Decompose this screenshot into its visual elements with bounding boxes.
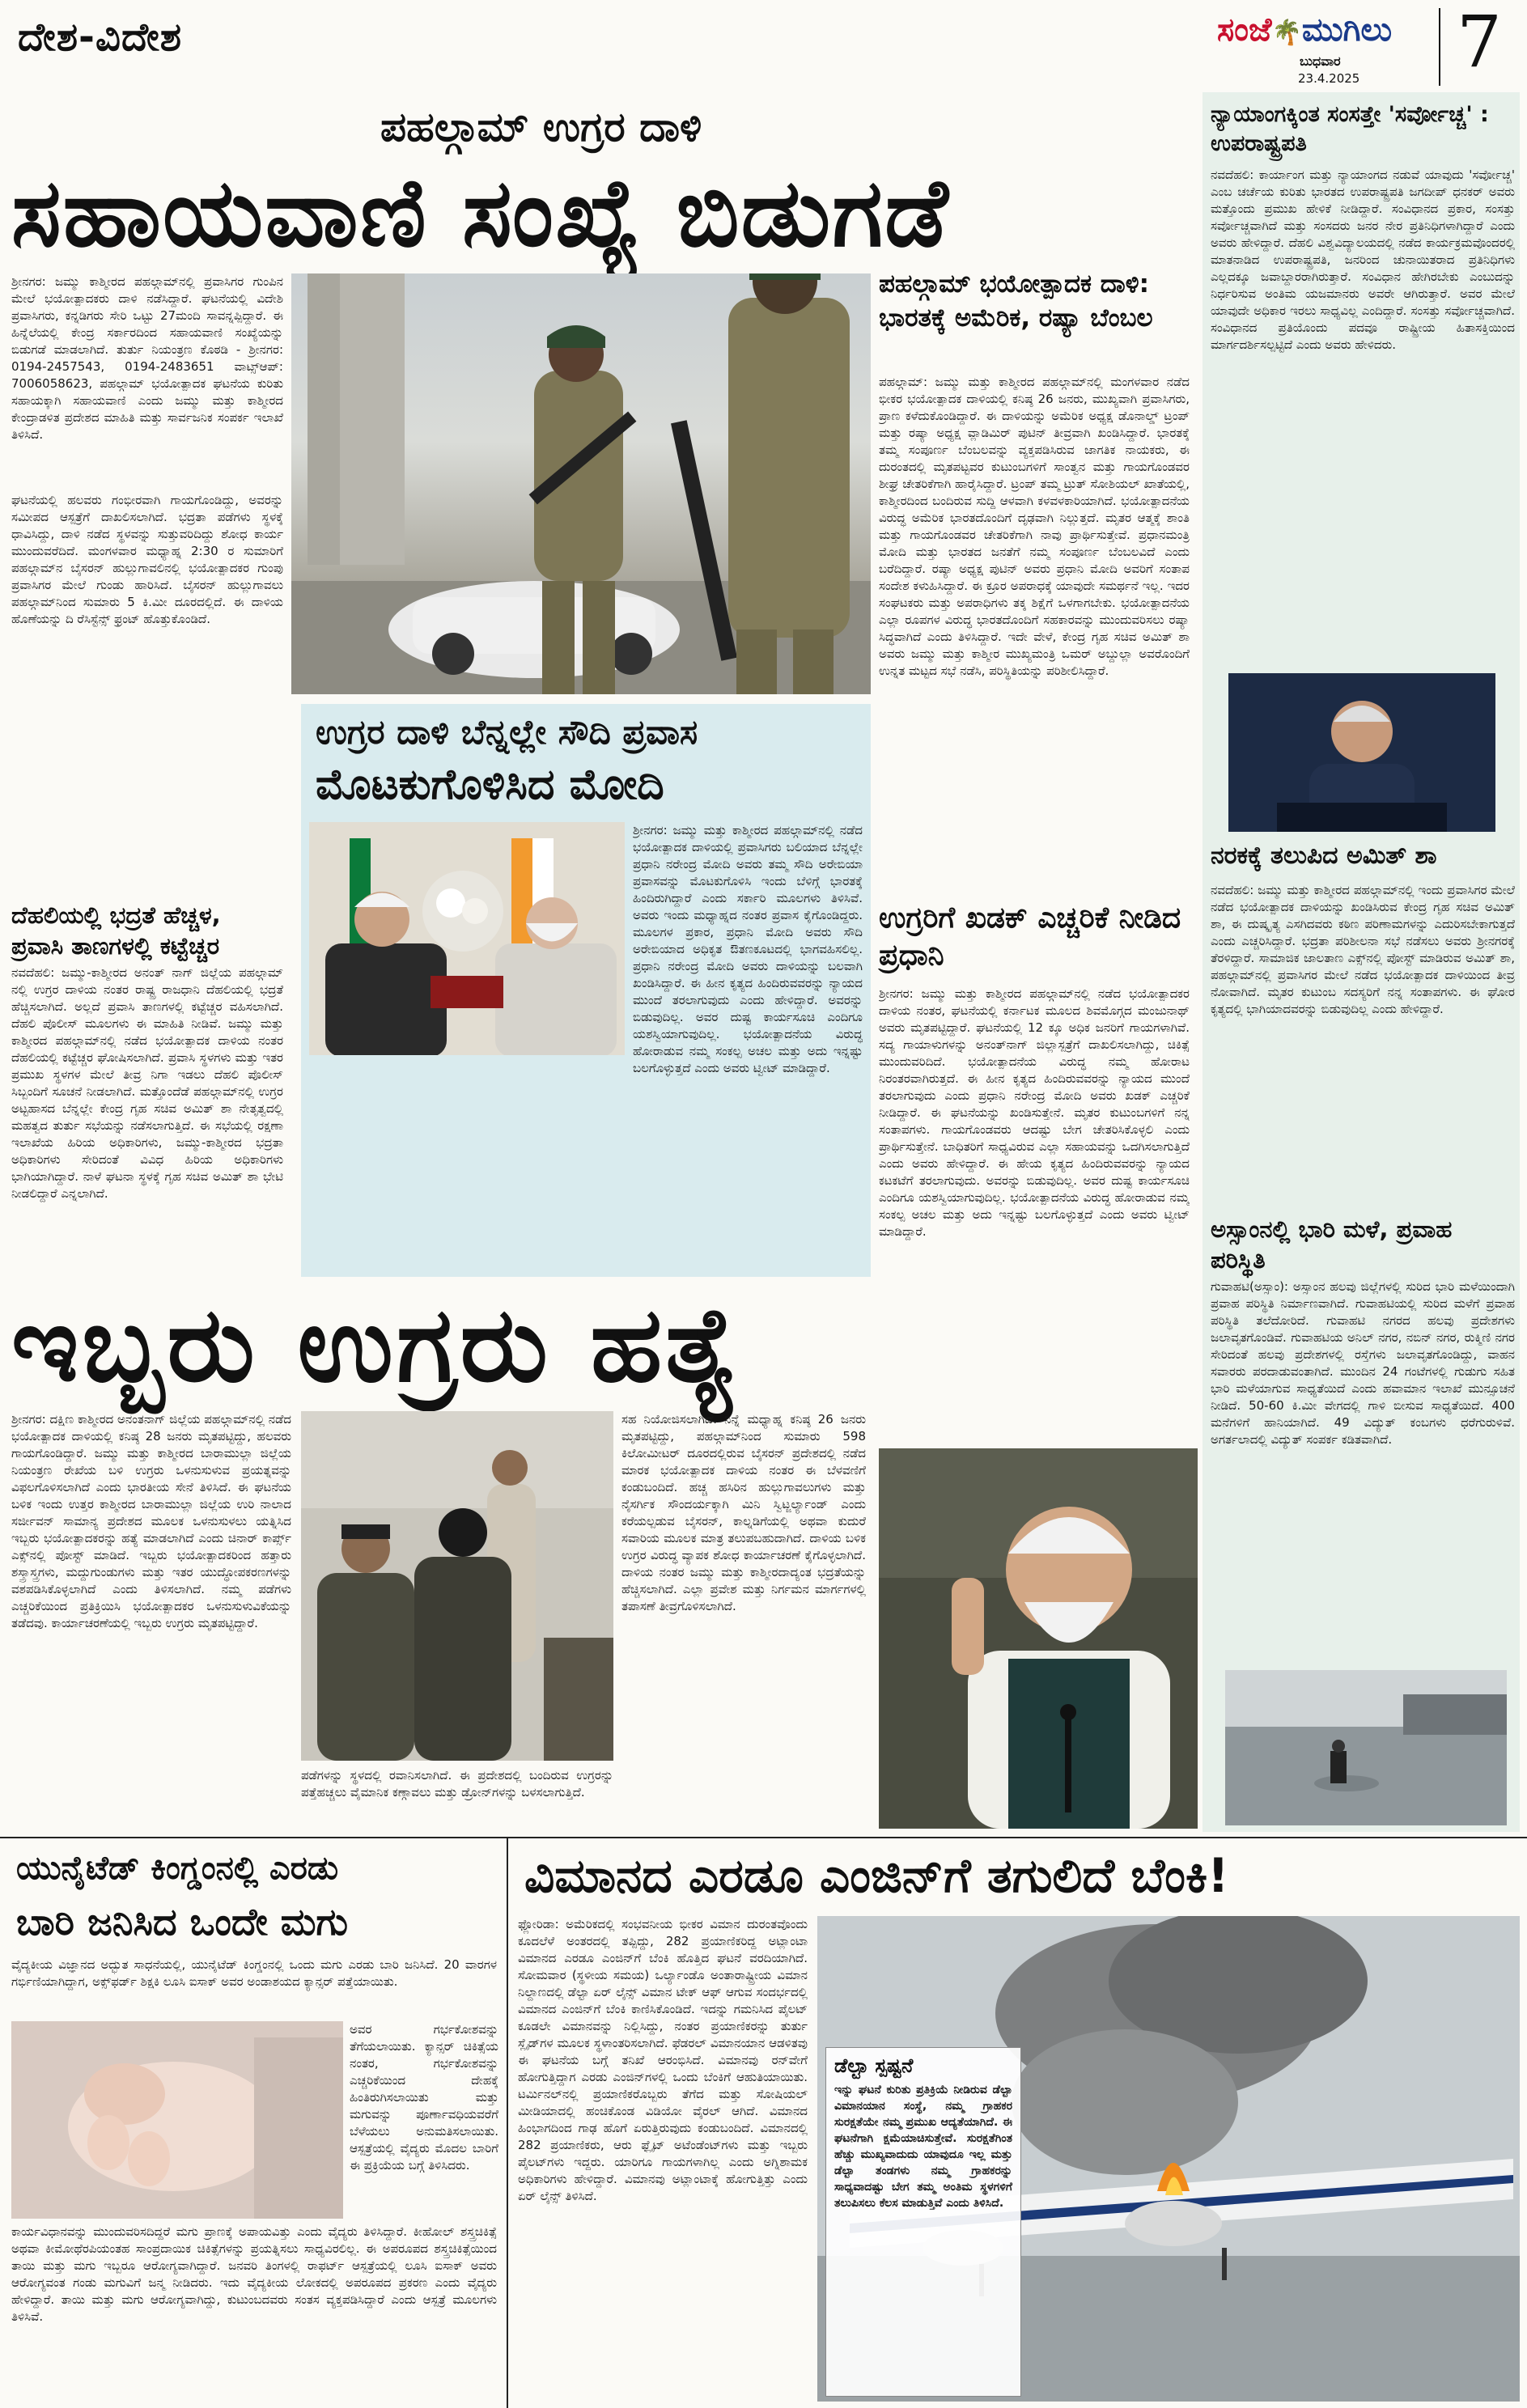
modi-saudi-photo: [309, 822, 625, 1055]
flood-photo: [1225, 1670, 1507, 1825]
us-russia-headline: ಪಹಲ್ಗಾಮ್ ಭಯೋತ್ಪಾದಕ ದಾಳಿ: ಭಾರತಕ್ಕೆ ಅಮೆರಿಕ, ರಷ್ಯಾ ಬೆಂಬಲ: [879, 269, 1153, 333]
warning-headline: ಉಗ್ರರಿಗೆ ಖಡಕ್ ಎಚ್ಚರಿಕೆ ನೀಡಿದ ಪ್ರಧಾನಿ: [879, 901, 1181, 972]
saudi-headline-2: ಮೊಟಕುಗೊಳಿಸಿದ ಮೋದಿ: [316, 761, 664, 809]
brand-logo: ಸಂಜೆ🌴ಮುಗಿಲು: [1217, 11, 1393, 49]
vp-headline: ನ್ಯಾಯಾಂಗಕ್ಕಿಂತ ಸಂಸತ್ತೇ 'ಸರ್ವೋಚ್ಚ' : ಉಪರಾಷ್ಟ್ರಪತಿ: [1211, 102, 1489, 156]
issue-day: ಬುಧವಾರ: [1300, 53, 1341, 69]
soldiers-photo: [291, 273, 871, 694]
sub1-body: ನವದೆಹಲಿ: ಜಮ್ಮು-ಕಾಶ್ಮೀರದ ಅನಂತ್ ನಾಗ್ ಜಿಲ್ಲೆಯ ಪಹಲ್ಗಾಮ್ ನಲ್ಲಿ ಉಗ್ರರ ದಾಳಿಯ ನಂತರ ರಾಷ್ಟ್ರ ರಾಜಧಾನಿ ದೆಹಲಿಯಲ್ಲಿ ಭದ್ರತೆ ಹೆಚ್ಚಿಸಲಾಗಿದೆ. ಅಲ್ಲದೆ ಪ್ರವಾಸಿ ತಾಣಗಳಲ್ಲಿ ಕಟ್ಟೆಚ್ಚರ ವಹಿಸಲಾಗಿದೆ. ದೆಹಲಿ ಪೊಲೀಸ್ ಮೂಲಗಳು ಈ ಮಾಹಿತಿ ನೀಡಿವೆ. ಜಮ್ಮು ಮತ್ತು ಕಾಶ್ಮೀರದ ಪಹಲ್ಗಾಮ್‌ನಲ್ಲಿ ನಡೆದ ಭಯೋತ್ಪಾದಕ ದಾಳಿಯ ನಂತರ ದೆಹಲಿಯಲ್ಲಿ ಕಟ್ಟೆಚ್ಚರ ಘೋಷಿಸಲಾಗಿದೆ. ಪ್ರವಾಸಿ ಸ್ಥಳಗಳು ಮತ್ತು ಇತರ ಪ್ರಮುಖ ಸ್ಥಳಗಳ ಮೇಲೆ ತೀವ್ರ ನಿಗಾ ಇಡಲು ದೆಹಲಿ ಪೊಲೀಸ್ ಸಿಬ್ಬಂದಿಗೆ ಸೂಚನೆ ನೀಡಲಾಗಿದೆ. ಮತ್ತೊಂದೆಡೆ ಪಹಲ್ಗಾಮ್‌ನಲ್ಲಿ ಉಗ್ರರ ಅಟ್ಟಹಾಸದ ಬೆನ್ನಲ್ಲೇ ಕೇಂದ್ರ ಗೃಹ ಸಚಿವ ಅಮಿತ್ ಶಾ ನೇತೃತ್ವದಲ್ಲಿ ಮಹತ್ವದ ತುರ್ತು ಸಭೆಯನ್ನು ನಡೆಸಲಾಗುತ್ತಿದೆ. ಈ ಸಭೆಯಲ್ಲಿ ರಕ್ಷಣಾ ಇಲಾಖೆಯ ಹಿರಿಯ ಅಧಿಕಾರಿಗಳು, ಜಮ್ಮು-ಕಾಶ್ಮೀರದ ಭದ್ರತಾ ಅಧಿಕಾರಿಗಳು ಸೇರಿದಂತೆ ವಿವಿಧ ಹಿರಿಯ ಅಧಿಕಾರಿಗಳು ಭಾಗಿಯಾಗಿದ್ದಾರೆ. ನಾಳೆ ಘಟನಾ ಸ್ಥಳಕ್ಕೆ ಗೃಹ ಸಚಿವ ಅಮಿತ್ ಶಾ ಭೇಟಿ ನೀಡಲಿದ್ದಾರೆ ಎನ್ನಲಾಗಿದೆ.: [11, 965, 283, 1201]
uk-headline-1: ಯುನೈಟೆಡ್ ಕಿಂಗ್ಡಂನಲ್ಲಿ ಎರಡು: [16, 1850, 339, 1887]
palm-tree-icon: 🌴: [1271, 19, 1302, 47]
section-title: ದೇಶ-ವಿದೇಶ: [18, 15, 182, 60]
flood-illustration: [1225, 1670, 1507, 1825]
lead-kicker: ಪಹಲ್ಗಾಮ್ ಉಗ್ರರ ದಾಳಿ: [380, 104, 702, 150]
handshake-illustration: [309, 822, 625, 1055]
vp-photo: [1228, 673, 1495, 832]
amitshah-body: ನವದೆಹಲಿ: ಜಮ್ಮು ಮತ್ತು ಕಾಶ್ಮೀರದ ಪಹಲ್ಗಾಮ್‌ನಲ್ಲಿ ಇಂದು ಪ್ರವಾಸಿಗರ ಮೇಲೆ ನಡೆದ ಭಯೋತ್ಪಾದಕ ದಾಳಿಯನ್ನು ಖಂಡಿಸಿರುವ ಕೇಂದ್ರ ಗೃಹ ಸಚಿವ ಅಮಿತ್ ಶಾ, ಈ ದುಷ್ಕೃತ್ಯ ಎಸಗಿದವರು ಕಠಿಣ ಪರಿಣಾಮಗಳನ್ನು ಎದುರಿಸಬೇಕಾಗುತ್ತದೆ ಎಂದು ಎಚ್ಚರಿಸಿದ್ದಾರೆ. ಭದ್ರತಾ ಪರಿಶೀಲನಾ ಸಭೆ ನಡೆಸಲು ಅವರು ಶ್ರೀನಗರಕ್ಕೆ ತೆರಳಿದ್ದಾರೆ. ಸಾಮಾಜಿಕ ಜಾಲತಾಣ ಎಕ್ಸ್‌ನಲ್ಲಿ ಪೋಸ್ಟ್ ಮಾಡಿರುವ ಅಮಿತ್ ಶಾ, ಪಹಲ್ಗಾಮ್‌ನಲ್ಲಿ ಪ್ರವಾಸಿಗರ ಮೇಲೆ ನಡೆದ ಭಯೋತ್ಪಾದಕ ದಾಳಿಯಿಂದ ತೀವ್ರ ನೋವಾಗಿದೆ. ಮೃತರ ಕುಟುಂಬ ಸದಸ್ಯರಿಗೆ ನನ್ನ ಸಂತಾಪಗಳು. ಈ ಘೋರ ಕೃತ್ಯದಲ್ಲಿ ಭಾಗಿಯಾದವರನ್ನು ಬಿಡುವುದಿಲ್ಲ ಎಂದು ಹೇಳಿದ್ದಾರೆ.: [1211, 883, 1515, 1016]
baby-photo: [11, 2021, 343, 2219]
delta-statement-title: ಡೆಲ್ಟಾ ಸ್ಪಷ್ಟನೆ: [834, 2054, 914, 2077]
amitshah-headline: ನರಕಕ್ಕೆ ತಲುಪಿದ ಅಮಿತ್ ಶಾ: [1211, 842, 1437, 870]
plane-headline: ವಿಮಾನದ ಎರಡೂ ಎಂಜಿನ್‌ಗೆ ತಗುಲಿದೆ ಬೆಂಕಿ!: [524, 1848, 1229, 1903]
page-number: 7: [1457, 0, 1502, 83]
assam-headline: ಅಸ್ಸಾಂನಲ್ಲಿ ಭಾರಿ ಮಳೆ, ಪ್ರವಾಹ ಪರಿಸ್ಥಿತಿ: [1211, 1215, 1453, 1274]
uk-headline-2: ಬಾರಿ ಜನಿಸಿದ ಒಂದೇ ಮಗು: [16, 1900, 348, 1944]
sub1-headline: ದೆಹಲಿಯಲ್ಲಿ ಭದ್ರತೆ ಹೆಚ್ಚಳ, ಪ್ರವಾಸಿ ತಾಣಗಳಲ್ಲಿ ಕಟ್ಟೆಚ್ಚರ: [11, 901, 221, 960]
lead-body-2: ಘಟನೆಯಲ್ಲಿ ಹಲವರು ಗಂಭೀರವಾಗಿ ಗಾಯಗೊಂಡಿದ್ದು, ಅವರನ್ನು ಸಮೀಪದ ಆಸ್ಪತ್ರೆಗೆ ದಾಖಲಿಸಲಾಗಿದೆ. ಭದ್ರತಾ ಪಡೆಗಳು ಸ್ಥಳಕ್ಕೆ ಧಾವಿಸಿದ್ದು, ದಾಳಿ ನಡೆದ ಸ್ಥಳವನ್ನು ಸುತ್ತುವರಿದಿದ್ದು ಶೋಧ ಕಾರ್ಯ ಮುಂದುವರೆದಿದೆ. ಮಂಗಳವಾರ ಮಧ್ಯಾಹ್ನ 2:30 ರ ಸುಮಾರಿಗೆ ಪಹಲ್ಗಾಮ್‌ನ ಬೈಸರನ್ ಹುಲ್ಲುಗಾವಲಿನಲ್ಲಿ ಭಯೋತ್ಪಾದಕರ ಗುಂಪು ಪ್ರವಾಸಿಗರ ಮೇಲೆ ಗುಂಡು ಹಾರಿಸಿದೆ. ಬೈಸರನ್ ಹುಲ್ಲುಗಾವಲು ಪಹಲ್ಗಾಮ್‌ನಿಂದ ಸುಮಾರು 5 ಕಿ.ಮೀ ದೂರದಲ್ಲಿದೆ. ಈ ದಾಳಿಯ ಹೊಣೆಯನ್ನು ದಿ ರೆಸಿಸ್ಟೆನ್ಸ್ ಫ್ರಂಟ್ ಹೊತ್ತುಕೊಂಡಿದೆ.: [11, 493, 283, 626]
plane-col1: ಫ್ಲೋರಿಡಾ: ಅಮೆರಿಕದಲ್ಲಿ ಸಂಭವನೀಯ ಭೀಕರ ವಿಮಾನ ದುರಂತವೊಂದು ಕೂದಲೆಳೆ ಅಂತರದಲ್ಲಿ ತಪ್ಪಿದ್ದು, 282 ಪ್ರಯಾಣಿಕರಿದ್ದ ಅಟ್ಲಾಂಟಾ ವಿಮಾನದ ಎರಡೂ ಎಂಜಿನ್‌ಗೆ ಬೆಂಕಿ ಹೊತ್ತಿದ ಘಟನೆ ವರದಿಯಾಗಿದೆ. ಸೋಮವಾರ (ಸ್ಥಳೀಯ ಸಮಯ) ಒರ್ಲ್ಯಾಂಡೊ ಅಂತಾರಾಷ್ಟ್ರೀಯ ವಿಮಾನ ನಿಲ್ದಾಣದಲ್ಲಿ ಡೆಲ್ಟಾ ಏರ್ ಲೈನ್ಸ್ ವಿಮಾನ ಟೇಕ್ ಆಫ್ ಆಗುವ ಸಂದರ್ಭದಲ್ಲಿ ವಿಮಾನದ ಎಂಜಿನ್‌ಗೆ ಬೆಂಕಿ ಕಾಣಿಸಿಕೊಂಡಿದೆ. ಇದನ್ನು ಗಮನಿಸಿದ ಪೈಲಟ್ ಕೂಡಲೇ ವಿಮಾನವನ್ನು ನಿಲ್ಲಿಸಿದ್ದು, ನಂತರ ಪ್ರಯಾಣಿಕರನ್ನು ತುರ್ತು ಸ್ಲೈಡ್‌ಗಳ ಮೂಲಕ ಸ್ಥಳಾಂತರಿಸಲಾಗಿದೆ. ಫೆಡರಲ್ ವಿಮಾನಯಾನ ಆಡಳಿತವು ಈ ಘಟನೆಯ ಬಗ್ಗೆ ತನಿಖೆ ಆರಂಭಿಸಿದೆ. ವಿಮಾನವು ರನ್‌ವೇಗೆ ಹೋಗುತ್ತಿದ್ದಾಗ ಎರಡು ಎಂಜಿನ್‌ಗಳಲ್ಲಿ ಒಂದು ಬೆಂಕಿಗೆ ಆಹುತಿಯಾಯಿತು. ಟರ್ಮಿನಲ್‌ನಲ್ಲಿ ಪ್ರಯಾಣಿಕರೊಬ್ಬರು ತೆಗೆದ ಮತ್ತು ಸೋಷಿಯಲ್ ಮೀಡಿಯಾದಲ್ಲಿ ಹಂಚಿಕೊಂಡ ವಿಡಿಯೋ ವೈರಲ್ ಆಗಿದೆ. ವಿಮಾನದ ಹಿಂಭಾಗದಿಂದ ಗಾಢ ಹೊಗೆ ಏರುತ್ತಿರುವುದು ಕಂಡುಬಂದಿದೆ. ವಿಮಾನದಲ್ಲಿ 282 ಪ್ರಯಾಣಿಕರು, ಆರು ಫ್ಲೈಟ್ ಅಟೆಂಡೆಂಟ್‌ಗಳು ಮತ್ತು ಇಬ್ಬರು ಪೈಲಟ್‌ಗಳು ಇದ್ದರು. ಯಾರಿಗೂ ಗಾಯಗಳಾಗಿಲ್ಲ ಎಂದು ಅಗ್ನಿಶಾಮಕ ಅಧಿಕಾರಿಗಳು ಹೇಳಿದ್ದಾರೆ. ವಿಮಾನವು ಅಟ್ಲಾಂಟಾಕ್ಕೆ ಹೋಗುತ್ತಿತ್ತು ಎಂದು ಏರ್ ಲೈನ್ಸ್ ತಿಳಿಸಿದೆ.: [518, 1917, 808, 2203]
uk-side: ಅವರ ಗರ್ಭಕೋಶವನ್ನು ತೆಗೆಯಲಾಯಿತು. ಕ್ಯಾನ್ಸರ್ ಚಿಕಿತ್ಸೆಯ ನಂತರ, ಗರ್ಭಕೋಶವನ್ನು ಎಚ್ಚರಿಕೆಯಿಂದ ದೇಹಕ್ಕೆ ಹಿಂತಿರುಗಿಸಲಾಯಿತು ಮತ್ತು ಮಗುವನ್ನು ಪೂರ್ಣಾವಧಿಯವರೆಗೆ ಬೆಳೆಯಲು ಅನುಮತಿಸಲಾಯಿತು. ಆಸ್ಪತ್ರೆಯಲ್ಲಿ ವೈದ್ಯರು ಮೊದಲ ಬಾರಿಗೆ ಈ ಪ್ರಕ್ರಿಯೆಯ ಬಗ್ಗೆ ತಿಳಿಸಿದರು.: [350, 2022, 498, 2173]
security-forces-photo: [301, 1411, 613, 1761]
killed-col1: ಶ್ರೀನಗರ: ದಕ್ಷಿಣ ಕಾಶ್ಮೀರದ ಅನಂತನಾಗ್ ಜಿಲ್ಲೆಯ ಪಹಲ್ಗಾಮ್‌ನಲ್ಲಿ ನಡೆದ ಭಯೋತ್ಪಾದಕ ದಾಳಿಯಲ್ಲಿ ಕನಿಷ್ಠ 28 ಜನರು ಮೃತಪಟ್ಟಿದ್ದು, ಹಲವರು ಗಾಯಗೊಂಡಿದ್ದಾರೆ. ಜಮ್ಮು ಮತ್ತು ಕಾಶ್ಮೀರದ ಬಾರಾಮುಲ್ಲಾ ಜಿಲ್ಲೆಯ ನಿಯಂತ್ರಣ ರೇಖೆಯ ಬಳಿ ಉಗ್ರರು ಒಳನುಸುಳುವ ಪ್ರಯತ್ನವನ್ನು ವಿಫಲಗೊಳಿಸಲಾಗಿದೆ ಎಂದು ಭಾರತೀಯ ಸೇನೆ ತಿಳಿಸಿದೆ. ಈ ಘಟನೆಯ ಬಳಿಕ ಇಂದು ಉತ್ತರ ಕಾಶ್ಮೀರದ ಬಾರಾಮುಲ್ಲಾ ಜಿಲ್ಲೆಯ ಉರಿ ನಾಲಾದ ಸರ್ಜೀವನ್ ಸಾಮಾನ್ಯ ಪ್ರದೇಶದ ಮೂಲಕ ಒಳನುಸುಳಲು ಯತ್ನಿಸಿದ ಇಬ್ಬರು ಭಯೋತ್ಪಾದಕರನ್ನು ಹತ್ಯೆ ಮಾಡಲಾಗಿದೆ ಎಂದು ಚಿನಾರ್ ಕಾರ್ಪ್ಸ್ ಎಕ್ಸ್‌ನಲ್ಲಿ ಪೋಸ್ಟ್ ಮಾಡಿದೆ. ಇಬ್ಬರು ಭಯೋತ್ಪಾದಕರಿಂದ ಹತ್ತಾರು ಶಸ್ತ್ರಾಸ್ತ್ರಗಳು, ಮದ್ದುಗುಂಡುಗಳು ಮತ್ತು ಇತರ ಯುದ್ಧೋಪಕರಣಗಳನ್ನು ವಶಪಡಿಸಿಕೊಳ್ಳಲಾಗಿದೆ ಎಂದು ತಿಳಿಸಲಾಗಿದೆ. ನಮ್ಮ ಪಡೆಗಳು ಎಚ್ಚರಿಕೆಯಿಂದ ಪ್ರತಿಕ್ರಿಯಿಸಿ ಭಯೋತ್ಪಾದಕರ ಒಳನುಸುಳುವಿಕೆಯನ್ನು ತಡೆದವು. ಕಾರ್ಯಾಚರಣೆಯಲ್ಲಿ ಇಬ್ಬರು ಉಗ್ರರು ಮೃತಪಟ್ಟಿದ್ದಾರೆ.: [11, 1412, 291, 1630]
modi-speech-illustration: [879, 1448, 1198, 1829]
uk-body: ಕಾರ್ಯವಿಧಾನವನ್ನು ಮುಂದುವರಿಸದಿದ್ದರೆ ಮಗು ಪ್ರಾಣಕ್ಕೆ ಅಪಾಯವಿತ್ತು ಎಂದು ವೈದ್ಯರು ತಿಳಿಸಿದ್ದಾರೆ. ಕೀಹೋಲ್ ಶಸ್ತ್ರಚಿಕಿತ್ಸೆ ಅಥವಾ ಕೀಮೋಥೆರಪಿಯಂತಹ ಸಾಂಪ್ರದಾಯಿಕ ಚಿಕಿತ್ಸೆಗಳನ್ನು ಪ್ರಯತ್ನಿಸಲು ಸಾಧ್ಯವಿರಲಿಲ್ಲ. ಈ ಅಪರೂಪದ ಶಸ್ತ್ರಚಿಕಿತ್ಸೆಯಿಂದ ತಾಯಿ ಮತ್ತು ಮಗು ಇಬ್ಬರೂ ಆರೋಗ್ಯವಾಗಿದ್ದಾರೆ. ಜನವರಿ ತಿಂಗಳಲ್ಲಿ ರಾಫರ್ಟ್ ಆಸ್ಪತ್ರೆಯಲ್ಲಿ ಲೂಸಿ ಐಸಾಕ್ ಅವರು ಆರೋಗ್ಯವಂತ ಗಂಡು ಮಗುವಿಗೆ ಜನ್ಮ ನೀಡಿದರು. ಇದು ವೈದ್ಯಕೀಯ ಲೋಕದಲ್ಲಿ ಅಪರೂಪದ ಪ್ರಕರಣ ಎಂದು ವೈದ್ಯರು ಹೇಳಿದ್ದಾರೆ. ತಾಯಿ ಮತ್ತು ಮಗು ಆರೋಗ್ಯವಾಗಿದ್ದು, ಕುಟುಂಬದವರು ಸಂತಸ ವ್ಯಕ್ತಪಡಿಸಿದ್ದಾರೆ ಎಂದು ಆಸ್ಪತ್ರೆ ಮೂಲಗಳು ತಿಳಿಸಿವೆ.: [11, 2224, 497, 2324]
assam-body: ಗುವಾಹಟಿ(ಅಸ್ಸಾಂ): ಅಸ್ಸಾಂನ ಹಲವು ಜಿಲ್ಲೆಗಳಲ್ಲಿ ಸುರಿದ ಭಾರಿ ಮಳೆಯಿಂದಾಗಿ ಪ್ರವಾಹ ಪರಿಸ್ಥಿತಿ ನಿರ್ಮಾಣವಾಗಿದೆ. ಗುವಾಹಟಿಯಲ್ಲಿ ಸುರಿದ ಮಳೆಗೆ ಪ್ರವಾಹ ಪರಿಸ್ಥಿತಿ ತಲೆದೋರಿದೆ. ಗುವಾಹಟಿ ನಗರದ ಹಲವು ಪ್ರದೇಶಗಳು ಜಲಾವೃತಗೊಂಡಿವೆ. ಗುವಾಹಟಿಯ ಅನಿಲ್ ನಗರ, ನಬಿನ್ ನಗರ, ರುಕ್ಮಿಣಿ ನಗರ ಸೇರಿದಂತೆ ಹಲವು ಪ್ರದೇಶಗಳಲ್ಲಿ ರಸ್ತೆಗಳು ಜಲಾವೃತಗೊಂಡಿದ್ದು, ವಾಹನ ಸವಾರರು ಪರದಾಡುವಂತಾಗಿದೆ. ಮುಂದಿನ 24 ಗಂಟೆಗಳಲ್ಲಿ ಗುಡುಗು ಸಹಿತ ಭಾರಿ ಮಳೆಯಾಗುವ ಸಾಧ್ಯತೆಯಿದೆ ಎಂದು ಹವಾಮಾನ ಇಲಾಖೆ ಮುನ್ಸೂಚನೆ ನೀಡಿದೆ. 50-60 ಕಿ.ಮೀ ವೇಗದಲ್ಲಿ ಗಾಳಿ ಬೀಸುವ ಸಾಧ್ಯತೆಯಿದೆ. 400 ಮನೆಗಳಿಗೆ ಹಾನಿಯಾಗಿದೆ. 49 ವಿದ್ಯುತ್ ಕಂಬಗಳು ಧರೆಗುರುಳಿವೆ. ಅಗರ್ತಲಾದಲ್ಲಿ ವಿದ್ಯುತ್ ಸಂಪರ್ಕ ಕಡಿತವಾಗಿದೆ.: [1211, 1279, 1515, 1447]
killed-col3: ಸಹ ನಿಯೋಜಿಸಲಾಗಿದೆ. ನಿನ್ನೆ ಮಧ್ಯಾಹ್ನ ಕನಿಷ್ಠ 26 ಜನರು ಮೃತಪಟ್ಟಿದ್ದು, ಪಹಲ್ಗಾಮ್‌ನಿಂದ ಸುಮಾರು 598 ಕಿಲೋಮೀಟರ್ ದೂರದಲ್ಲಿರುವ ಬೈಸರನ್ ಪ್ರದೇಶದಲ್ಲಿ ನಡೆದ ಮಾರಕ ಭಯೋತ್ಪಾದಕ ದಾಳಿಯ ನಂತರ ಈ ಬೆಳವಣಿಗೆ ಕಂಡುಬಂದಿದೆ. ಹಚ್ಚ ಹಸಿರಿನ ಹುಲ್ಲುಗಾವಲುಗಳು ಮತ್ತು ನೈಸರ್ಗಿಕ ಸೌಂದರ್ಯಕ್ಕಾಗಿ ಮಿನಿ ಸ್ವಿಟ್ಜರ್ಲ್ಯಾಂಡ್ ಎಂದು ಕರೆಯಲ್ಪಡುವ ಬೈಸರನ್, ಕಾಲ್ನಡಿಗೆಯಲ್ಲಿ ಅಥವಾ ಕುದುರೆ ಸವಾರಿಯ ಮೂಲಕ ಮಾತ್ರ ತಲುಪಬಹುದಾಗಿದೆ. ದಾಳಿಯ ಬಳಿಕ ಉಗ್ರರ ವಿರುದ್ಧ ವ್ಯಾಪಕ ಶೋಧ ಕಾರ್ಯಾಚರಣೆ ಕೈಗೊಳ್ಳಲಾಗಿದೆ. ದಾಳಿಯ ನಂತರ ಜಮ್ಮು ಮತ್ತು ಕಾಶ್ಮೀರದಾದ್ಯಂತ ಭದ್ರತೆಯನ್ನು ಹೆಚ್ಚಿಸಲಾಗಿದೆ. ಎಲ್ಲಾ ಪ್ರವೇಶ ಮತ್ತು ನಿರ್ಗಮನ ಮಾರ್ಗಗಳಲ್ಲಿ ತಪಾಸಣೆ ತೀವ್ರಗೊಳಿಸಲಾಗಿದೆ.: [621, 1412, 866, 1613]
killed-headline: ಇಬ್ಬರು ಉಗ್ರರು ಹತ್ಯೆ: [11, 1285, 742, 1405]
lead-body-1: ಶ್ರೀನಗರ: ಜಮ್ಮು ಕಾಶ್ಮೀರದ ಪಹಲ್ಗಾಮ್‌ನಲ್ಲಿ ಪ್ರವಾಸಿಗರ ಗುಂಪಿನ ಮೇಲೆ ಭಯೋತ್ಪಾದಕರು ದಾಳಿ ನಡೆಸಿದ್ದಾರೆ. ಘಟನೆಯಲ್ಲಿ ವಿದೇಶಿ ಪ್ರವಾಸಿಗರು, ಕನ್ನಡಿಗರು ಸೇರಿ ಒಟ್ಟು 27ಮಂದಿ ಸಾವನ್ನಪ್ಪಿದ್ದಾರೆ. ಈ ಹಿನ್ನೆಲೆಯಲ್ಲಿ ಕೇಂದ್ರ ಸರ್ಕಾರದಿಂದ ಸಹಾಯವಾಣಿ ಸಂಖ್ಯೆಯನ್ನು ಬಿಡುಗಡೆ ಮಾಡಲಾಗಿದೆ. ತುರ್ತು ನಿಯಂತ್ರಣ ಕೊಠಡಿ - ಶ್ರೀನಗರ: 0194-2457543, 0194-2483651 ವಾಟ್ಸ್‌ಆಪ್: 7006058623, ಪಹಲ್ಗಾಮ್ ಭಯೋತ್ಪಾದಕ ಘಟನೆಯ ಕುರಿತು ಸಹಾಯಕ್ಕಾಗಿ ಸಹಾಯವಾಣಿ ಎಂದು ಜಮ್ಮು ಮತ್ತು ಕಾಶ್ಮೀರದ ಕೇಂದ್ರಾಡಳಿತ ಪ್ರದೇಶದ ಮಾಹಿತಿ ಮತ್ತು ಸಾರ್ವಜನಿಕ ಸಂಪರ್ಕ ಇಲಾಖೆ ತಿಳಿಸಿದೆ.: [11, 274, 283, 442]
lead-headline: ಸಹಾಯವಾಣಿ ಸಂಖ್ಯೆ ಬಿಡುಗಡೆ: [11, 159, 950, 268]
delta-statement-body: ಇನ್ನು ಘಟನೆ ಕುರಿತು ಪ್ರತಿಕ್ರಿಯೆ ನೀಡಿರುವ ಡೆಲ್ಟಾ ವಿಮಾನಯಾನ ಸಂಸ್ಥೆ, ನಮ್ಮ ಗ್ರಾಹಕರ ಸುರಕ್ಷತೆಯೇ ನಮ್ಮ ಪ್ರಮುಖ ಆದ್ಯತೆಯಾಗಿದೆ. ಈ ಘಟನೆಗಾಗಿ ಕ್ಷಮೆಯಾಚಿಸುತ್ತೇವೆ. ಸುರಕ್ಷತೆಗಿಂತ ಹೆಚ್ಚು ಮುಖ್ಯವಾದುದು ಯಾವುದೂ ಇಲ್ಲ ಮತ್ತು ಡೆಲ್ಟಾ ತಂಡಗಳು ನಮ್ಮ ಗ್ರಾಹಕರನ್ನು ಸಾಧ್ಯವಾದಷ್ಟು ಬೇಗ ತಮ್ಮ ಅಂತಿಮ ಸ್ಥಳಗಳಿಗೆ ತಲುಪಿಸಲು ಕೆಲಸ ಮಾಡುತ್ತಿವೆ ಎಂದು ತಿಳಿಸಿದೆ.: [834, 2084, 1012, 2210]
masthead: [1211, 8, 1440, 86]
bottom-divider: [0, 1837, 1527, 1838]
bottom-column-divider: [507, 1838, 508, 2408]
us-russia-body: ಪಹಲ್ಗಾಮ್: ಜಮ್ಮು ಮತ್ತು ಕಾಶ್ಮೀರದ ಪಹಲ್ಗಾಮ್‌ನಲ್ಲಿ ಮಂಗಳವಾರ ನಡೆದ ಭೀಕರ ಭಯೋತ್ಪಾದಕ ದಾಳಿಯಲ್ಲಿ ಕನಿಷ್ಠ 26 ಜನರು, ಮುಖ್ಯವಾಗಿ ಪ್ರವಾಸಿಗರು, ಪ್ರಾಣ ಕಳೆದುಕೊಂಡಿದ್ದಾರೆ. ಈ ದಾಳಿಯನ್ನು ಅಮೆರಿಕ ಅಧ್ಯಕ್ಷ ಡೊನಾಲ್ಡ್ ಟ್ರಂಪ್ ಮತ್ತು ರಷ್ಯಾ ಅಧ್ಯಕ್ಷ ವ್ಲಾಡಿಮಿರ್ ಪುಟಿನ್ ತೀವ್ರವಾಗಿ ಖಂಡಿಸಿದ್ದಾರೆ. ಭಾರತಕ್ಕೆ ತಮ್ಮ ಸಂಪೂರ್ಣ ಬೆಂಬಲವನ್ನು ವ್ಯಕ್ತಪಡಿಸಿರುವ ಜಾಗತಿಕ ನಾಯಕರು, ಈ ದುರಂತದಲ್ಲಿ ಮೃತಪಟ್ಟವರ ಕುಟುಂಬಗಳಿಗೆ ಸಾಂತ್ವನ ಮತ್ತು ಗಾಯಗೊಂಡವರ ಶೀಘ್ರ ಚೇತರಿಕೆಗಾಗಿ ಹಾರೈಸಿದ್ದಾರೆ. ಟ್ರಂಪ್ ತಮ್ಮ ಟ್ರುತ್ ಸೋಶಿಯಲ್ ಖಾತೆಯಲ್ಲಿ, ಕಾಶ್ಮೀರದಿಂದ ಬಂದಿರುವ ಸುದ್ದಿ ಆಳವಾಗಿ ಕಳವಳಕಾರಿಯಾಗಿದೆ. ಭಯೋತ್ಪಾದನೆಯ ವಿರುದ್ಧ ಅಮೆರಿಕ ಭಾರತದೊಂದಿಗೆ ದೃಢವಾಗಿ ನಿಲ್ಲುತ್ತದೆ. ಮೃತರ ಆತ್ಮಕ್ಕೆ ಶಾಂತಿ ಮತ್ತು ಗಾಯಗೊಂಡವರ ಚೇತರಿಕೆಗಾಗಿ ನಾವು ಪ್ರಾರ್ಥಿಸುತ್ತೇವೆ. ಪ್ರಧಾನಮಂತ್ರಿ ಮೋದಿ ಮತ್ತು ಭಾರತದ ಜನತೆಗೆ ನಮ್ಮ ಸಂಪೂರ್ಣ ಬೆಂಬಲವಿದೆ ಎಂದು ಬರೆದಿದ್ದಾರೆ. ರಷ್ಯಾ ಅಧ್ಯಕ್ಷ ಪುಟಿನ್ ಅವರು ಪ್ರಧಾನಿ ಮೋದಿ ಅವರಿಗೆ ಸಂತಾಪ ಸಂದೇಶ ಕಳುಹಿಸಿದ್ದಾರೆ. ಈ ಕ್ರೂರ ಅಪರಾಧಕ್ಕೆ ಯಾವುದೇ ಸಮರ್ಥನೆ ಇಲ್ಲ. ಇದರ ಸಂಘಟಕರು ಮತ್ತು ಅಪರಾಧಿಗಳು ತಕ್ಕ ಶಿಕ್ಷೆಗೆ ಒಳಗಾಗಬೇಕು. ಭಯೋತ್ಪಾದನೆಯ ಎಲ್ಲಾ ರೂಪಗಳ ವಿರುದ್ಧ ಭಾರತದೊಂದಿಗೆ ಸಹಕಾರವನ್ನು ಮುಂದುವರಿಸಲು ರಷ್ಯಾ ಸಿದ್ಧವಾಗಿದೆ ಎಂದು ತಿಳಿಸಿದ್ದಾರೆ. ಇದೇ ವೇಳೆ, ಕೇಂದ್ರ ಗೃಹ ಸಚಿವ ಅಮಿತ್ ಶಾ ಅವರು ಜಮ್ಮು ಮತ್ತು ಕಾಶ್ಮೀರ ಮುಖ್ಯಮಂತ್ರಿ ಒಮರ್ ಅಬ್ದುಲ್ಲಾ ಅವರೊಂದಿಗೆ ಉನ್ನತ ಮಟ್ಟದ ಸಭೆ ನಡೆಸಿ, ಪರಿಸ್ಥಿತಿಯನ್ನು ಪರಿಶೀಲಿಸಿದ್ದಾರೆ.: [879, 375, 1190, 678]
baby-hand-illustration: [11, 2021, 343, 2219]
killed-col2-caption: ಪಡೆಗಳನ್ನು ಸ್ಥಳದಲ್ಲಿ ರವಾನಿಸಲಾಗಿದೆ. ಈ ಪ್ರದೇಶದಲ್ಲಿ ಬಂದಿರುವ ಉಗ್ರರನ್ನು ಪತ್ತೆಹಚ್ಚಲು ವೈಮಾನಿಕ ಕಣ್ಗಾವಲು ಮತ್ತು ಡ್ರೋನ್‌ಗಳನ್ನು ಬಳಸಲಾಗುತ್ತಿದೆ.: [301, 1768, 613, 1800]
vice-president-illustration: [1228, 673, 1495, 832]
issue-date: 23.4.2025: [1298, 71, 1360, 86]
saudi-headline-1: ಉಗ್ರರ ದಾಳಿ ಬೆನ್ನಲ್ಲೇ ಸೌದಿ ಪ್ರವಾಸ: [316, 712, 698, 752]
soldiers-illustration: [291, 273, 871, 694]
modi-speech-photo: [879, 1448, 1198, 1829]
vp-body: ನವದೆಹಲಿ: ಕಾರ್ಯಾಂಗ ಮತ್ತು ನ್ಯಾಯಾಂಗದ ನಡುವೆ ಯಾವುದು 'ಸರ್ವೋಚ್ಚ' ಎಂಬ ಚರ್ಚೆಯ ಕುರಿತು ಭಾರತದ ಉಪರಾಷ್ಟ್ರಪತಿ ಜಗದೀಪ್ ಧನಕರ್ ಅವರು ಮತ್ತೊಂದು ಪ್ರಮುಖ ಹೇಳಿಕೆ ನೀಡಿದ್ದಾರೆ. ಸಂವಿಧಾನದ ಪ್ರಕಾರ, ಸಂಸತ್ತು ಸರ್ವೋಚ್ಚವಾಗಿದೆ ಮತ್ತು ಸಂಸದರು ಜನರ ನೇರ ಪ್ರತಿನಿಧಿಗಳಾಗಿದ್ದಾರೆ ಎಂದು ಅವರು ಹೇಳಿದ್ದಾರೆ. ದೆಹಲಿ ವಿಶ್ವವಿದ್ಯಾಲಯದಲ್ಲಿ ನಡೆದ ಕಾರ್ಯಕ್ರಮವೊಂದರಲ್ಲಿ ಮಾತನಾಡಿದ ಉಪರಾಷ್ಟ್ರಪತಿ, ಜನರಿಂದ ಚುನಾಯಿತರಾದ ಪ್ರತಿನಿಧಿಗಳು ಎಲ್ಲದಕ್ಕೂ ಜವಾಬ್ದಾರರಾಗಿರುತ್ತಾರೆ. ಸಂವಿಧಾನ ಹೇಗಿರಬೇಕು ಎಂಬುದನ್ನು ನಿರ್ಧರಿಸುವ ಅಂತಿಮ ಯಜಮಾನರು ಅವರೇ ಆಗಿರುತ್ತಾರೆ. ಅವರ ಮೇಲೆ ಯಾವುದೇ ಅಧಿಕಾರ ಇರಲು ಸಾಧ್ಯವಿಲ್ಲ ಎಂದಿದ್ದಾರೆ. ಸಂಸತ್ತು ಸರ್ವೋಚ್ಚವಾಗಿದೆ. ಸಂವಿಧಾನದ ಪ್ರತಿಯೊಂದು ಪದವೂ ರಾಷ್ಟ್ರೀಯ ಹಿತಾಸಕ್ತಿಯಿಂದ ಮಾರ್ಗದರ್ಶಿಸಲ್ಪಟ್ಟಿದೆ ಎಂದು ಅವರು ಹೇಳಿದರು.: [1211, 167, 1515, 352]
saudi-body: ಶ್ರೀನಗರ: ಜಮ್ಮು ಮತ್ತು ಕಾಶ್ಮೀರದ ಪಹಲ್ಗಾಮ್‌ನಲ್ಲಿ ನಡೆದ ಭಯೋತ್ಪಾದಕ ದಾಳಿಯಲ್ಲಿ ಪ್ರವಾಸಿಗರು ಬಲಿಯಾದ ಬೆನ್ನಲ್ಲೇ ಪ್ರಧಾನಿ ನರೇಂದ್ರ ಮೋದಿ ಅವರು ತಮ್ಮ ಸೌದಿ ಅರೇಬಿಯಾ ಪ್ರವಾಸವನ್ನು ಮೊಟಕುಗೊಳಿಸಿ ಇಂದು ಬೆಳಿಗ್ಗೆ ಭಾರತಕ್ಕೆ ಹಿಂದಿರುಗಿದ್ದಾರೆ ಎಂದು ಸರ್ಕಾರಿ ಮೂಲಗಳು ತಿಳಿಸಿವೆ. ಅವರು ಇಂದು ಮಧ್ಯಾಹ್ನದ ನಂತರ ಪ್ರವಾಸ ಕೈಗೊಂಡಿದ್ದರು. ಮೂಲಗಳ ಪ್ರಕಾರ, ಪ್ರಧಾನಿ ಮೋದಿ ಅವರು ಸೌದಿ ಅರೇಬಿಯಾದ ಅಧಿಕೃತ ಔತಣಕೂಟದಲ್ಲಿ ಭಾಗವಹಿಸಲಿಲ್ಲ. ಪ್ರಧಾನಿ ನರೇಂದ್ರ ಮೋದಿ ಅವರು ದಾಳಿಯನ್ನು ಬಲವಾಗಿ ಖಂಡಿಸಿದ್ದಾರೆ. ಈ ಹೀನ ಕೃತ್ಯದ ಹಿಂದಿರುವವರನ್ನು ನ್ಯಾಯದ ಮುಂದೆ ತರಲಾಗುವುದು ಎಂದು ಹೇಳಿದ್ದಾರೆ. ಅವರನ್ನು ಬಿಡುವುದಿಲ್ಲ. ಅವರ ದುಷ್ಟ ಕಾರ್ಯಸೂಚಿ ಎಂದಿಗೂ ಯಶಸ್ವಿಯಾಗುವುದಿಲ್ಲ. ಭಯೋತ್ಪಾದನೆಯ ವಿರುದ್ಧ ಹೋರಾಡುವ ನಮ್ಮ ಸಂಕಲ್ಪ ಅಚಲ ಮತ್ತು ಅದು ಇನ್ನಷ್ಟು ಬಲಗೊಳ್ಳುತ್ತದೆ ಎಂದು ಅವರು ಟ್ವೀಟ್ ಮಾಡಿದ್ದಾರೆ.: [633, 823, 863, 1075]
warning-body: ಶ್ರೀನಗರ: ಜಮ್ಮು ಮತ್ತು ಕಾಶ್ಮೀರದ ಪಹಲ್ಗಾಮ್‌ನಲ್ಲಿ ನಡೆದ ಭಯೋತ್ಪಾದಕರ ದಾಳಿಯ ನಂತರ, ಘಟನೆಯಲ್ಲಿ ಕರ್ನಾಟಕ ಮೂಲದ ಶಿವಮೊಗ್ಗದ ಮಂಜುನಾಥ್ ಅವರು ಮೃತಪಟ್ಟಿದ್ದಾರೆ. ಘಟನೆಯಲ್ಲಿ 12 ಕ್ಕೂ ಅಧಿಕ ಜನರಿಗೆ ಗಾಯಗಳಾಗಿವೆ. ಸದ್ಯ ಗಾಯಾಳುಗಳನ್ನು ಅನಂತ್‌ನಾಗ್ ಜಿಲ್ಲಾಸ್ಪತ್ರೆಗೆ ದಾಖಲಿಸಲಾಗಿದ್ದು, ಚಿಕಿತ್ಸೆ ಮುಂದುವರಿದಿದೆ. ಭಯೋತ್ಪಾದನೆಯ ವಿರುದ್ಧ ನಮ್ಮ ಹೋರಾಟ ನಿರಂತರವಾಗಿರುತ್ತದೆ. ಈ ಹೀನ ಕೃತ್ಯದ ಹಿಂದಿರುವವರನ್ನು ನ್ಯಾಯದ ಮುಂದೆ ತರಲಾಗುವುದು ಎಂದು ಪ್ರಧಾನಿ ನರೇಂದ್ರ ಮೋದಿ ಅವರು ಖಡಕ್ ಎಚ್ಚರಿಕೆ ನೀಡಿದ್ದಾರೆ. ಈ ಘಟನೆಯನ್ನು ಖಂಡಿಸುತ್ತೇನೆ. ಮೃತರ ಕುಟುಂಬಗಳಿಗೆ ನನ್ನ ಸಂತಾಪಗಳು. ಗಾಯಗೊಂಡವರು ಆದಷ್ಟು ಬೇಗ ಚೇತರಿಸಿಕೊಳ್ಳಲಿ ಎಂದು ಪ್ರಾರ್ಥಿಸುತ್ತೇನೆ. ಬಾಧಿತರಿಗೆ ಸಾಧ್ಯವಿರುವ ಎಲ್ಲಾ ಸಹಾಯವನ್ನು ಒದಗಿಸಲಾಗುತ್ತಿದೆ ಎಂದು ಅವರು ಹೇಳಿದ್ದಾರೆ. ಈ ಹೇಯ ಕೃತ್ಯದ ಹಿಂದಿರುವವರನ್ನು ನ್ಯಾಯದ ಕಟಕಟೆಗೆ ತರಲಾಗುವುದು. ಅವರನ್ನು ಬಿಡುವುದಿಲ್ಲ. ಅವರ ದುಷ್ಟ ಕಾರ್ಯಸೂಚಿ ಎಂದಿಗೂ ಯಶಸ್ವಿಯಾಗುವುದಿಲ್ಲ. ಭಯೋತ್ಪಾದನೆಯ ವಿರುದ್ಧ ಹೋರಾಡುವ ನಮ್ಮ ಸಂಕಲ್ಪ ಅಚಲ ಮತ್ತು ಅದು ಇನ್ನಷ್ಟು ಬಲಗೊಳ್ಳುತ್ತದೆ ಎಂದು ಅವರು ಟ್ವೀಟ್ ಮಾಡಿದ್ದಾರೆ.: [879, 986, 1190, 1239]
uk-intro: ವೈದ್ಯಕೀಯ ವಿಜ್ಞಾನದ ಅದ್ಭುತ ಸಾಧನೆಯಲ್ಲಿ, ಯುನೈಟೆಡ್ ಕಿಂಗ್ಡಂನಲ್ಲಿ ಒಂದು ಮಗು ಎರಡು ಬಾರಿ ಜನಿಸಿದೆ. 20 ವಾರಗಳ ಗರ್ಭಿಣಿಯಾಗಿದ್ದಾಗ, ಅಕ್ಸ್‌ಫರ್ಡ್ ಶಿಕ್ಷಕಿ ಲೂಸಿ ಐಸಾಕ್ ಅವರ ಅಂಡಾಶಯದ ಕ್ಯಾನ್ಸರ್ ಪತ್ತೆಯಾಯಿತು.: [11, 1957, 497, 1989]
security-forces-illustration: [301, 1411, 613, 1761]
delta-statement-box: [825, 2047, 1021, 2397]
